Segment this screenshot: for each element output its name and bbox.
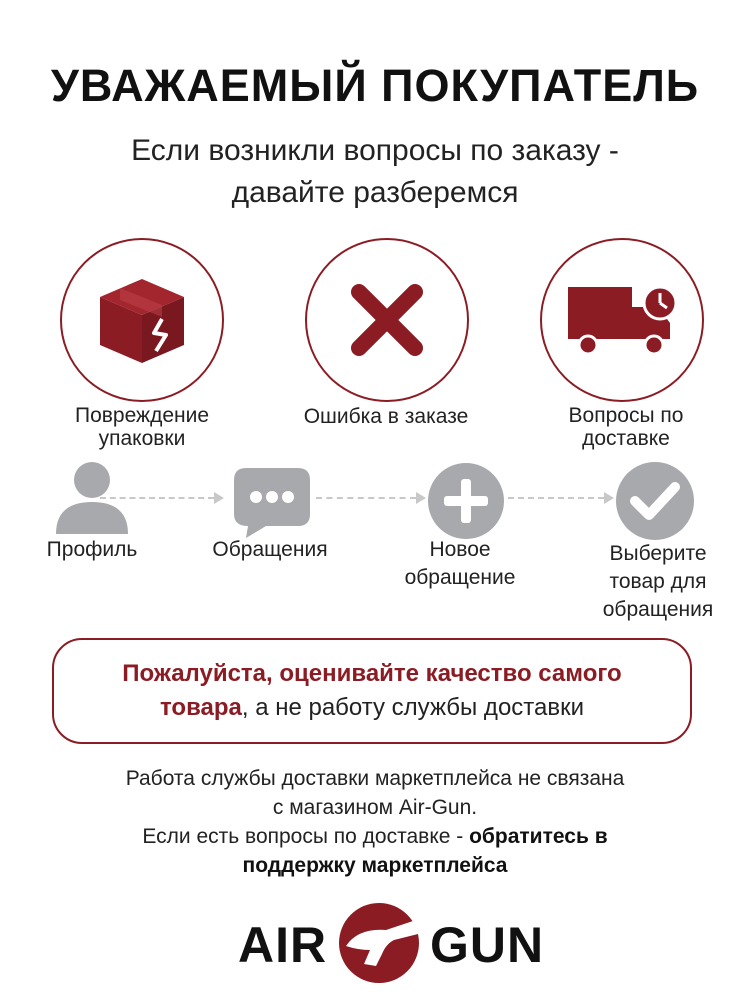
issue-label-damage	[32, 404, 252, 450]
arrow-2-head	[416, 492, 426, 504]
air-gun-logo	[0, 900, 750, 990]
quality-notice	[52, 638, 692, 744]
arrow-1-head	[214, 492, 224, 504]
damaged-box-icon	[92, 275, 192, 365]
notice-accent-2: товара	[159, 694, 242, 721]
step-label-new-request-line-1: Новое	[429, 538, 491, 561]
step-label-profile	[22, 536, 162, 564]
issue-label-error-line-1: Ошибка в заказе	[303, 405, 469, 428]
arrow-2	[316, 497, 416, 499]
arrow-1	[100, 497, 214, 499]
logo-text-right: GUN	[430, 917, 545, 973]
subtitle-line-1: Если возникли вопросы по заказу -	[131, 134, 619, 167]
plus-icon	[427, 462, 505, 540]
step-label-choose-item-line-3: обращения	[602, 598, 714, 621]
subtitle-line-2: давайте разберемся	[231, 176, 519, 209]
step-label-profile-line-1: Профиль	[46, 538, 138, 561]
issue-label-error	[276, 405, 496, 428]
notice-rest: , а не работу службы доставки	[241, 694, 585, 721]
issue-label-damage-line-2: упаковки	[98, 427, 186, 450]
info-line-3-normal: Если есть вопросы по доставке -	[142, 825, 470, 848]
arrow-3-head	[604, 492, 614, 504]
issue-label-damage-line-1: Повреждение	[74, 404, 210, 427]
logo-emblem-icon	[336, 900, 422, 986]
step-label-new-request	[380, 536, 540, 592]
issue-label-delivery	[516, 404, 736, 450]
step-label-choose-item-line-2: товар для	[609, 570, 707, 593]
info-line-3-bold: обратитесь в	[469, 825, 608, 848]
page-subtitle	[0, 130, 750, 214]
cross-icon	[347, 280, 427, 360]
step-label-requests	[190, 536, 350, 564]
step-label-requests-line-1: Обращения	[212, 538, 328, 561]
delivery-info	[0, 764, 750, 880]
info-line-3	[0, 822, 750, 851]
arrow-3	[508, 497, 604, 499]
info-line-4	[0, 851, 750, 880]
page-title: УВАЖАЕМЫЙ ПОКУПАТЕЛЬ	[50, 60, 700, 111]
info-line-4-bold: поддержку маркетплейса	[242, 854, 508, 877]
logo-text-left: AIR	[238, 917, 328, 973]
step-label-choose-item	[578, 540, 738, 624]
order-error-circle	[305, 238, 469, 402]
issue-label-delivery-line-2: доставке	[582, 427, 670, 450]
info-line-2: с магазином Air-Gun.	[272, 796, 478, 819]
step-label-new-request-line-2: обращение	[404, 566, 516, 589]
delivery-truck-icon	[562, 275, 682, 365]
notice-accent-1: Пожалуйста, оценивайте качество самого	[122, 660, 622, 687]
chat-icon	[232, 466, 312, 538]
issue-label-delivery-line-1: Вопросы по	[568, 404, 684, 427]
damaged-box-circle	[60, 238, 224, 402]
step-label-choose-item-line-1: Выберите	[609, 542, 707, 565]
checkmark-icon	[615, 461, 695, 541]
delivery-circle	[540, 238, 704, 402]
info-line-1: Работа службы доставки маркетплейса не связана	[125, 767, 625, 790]
